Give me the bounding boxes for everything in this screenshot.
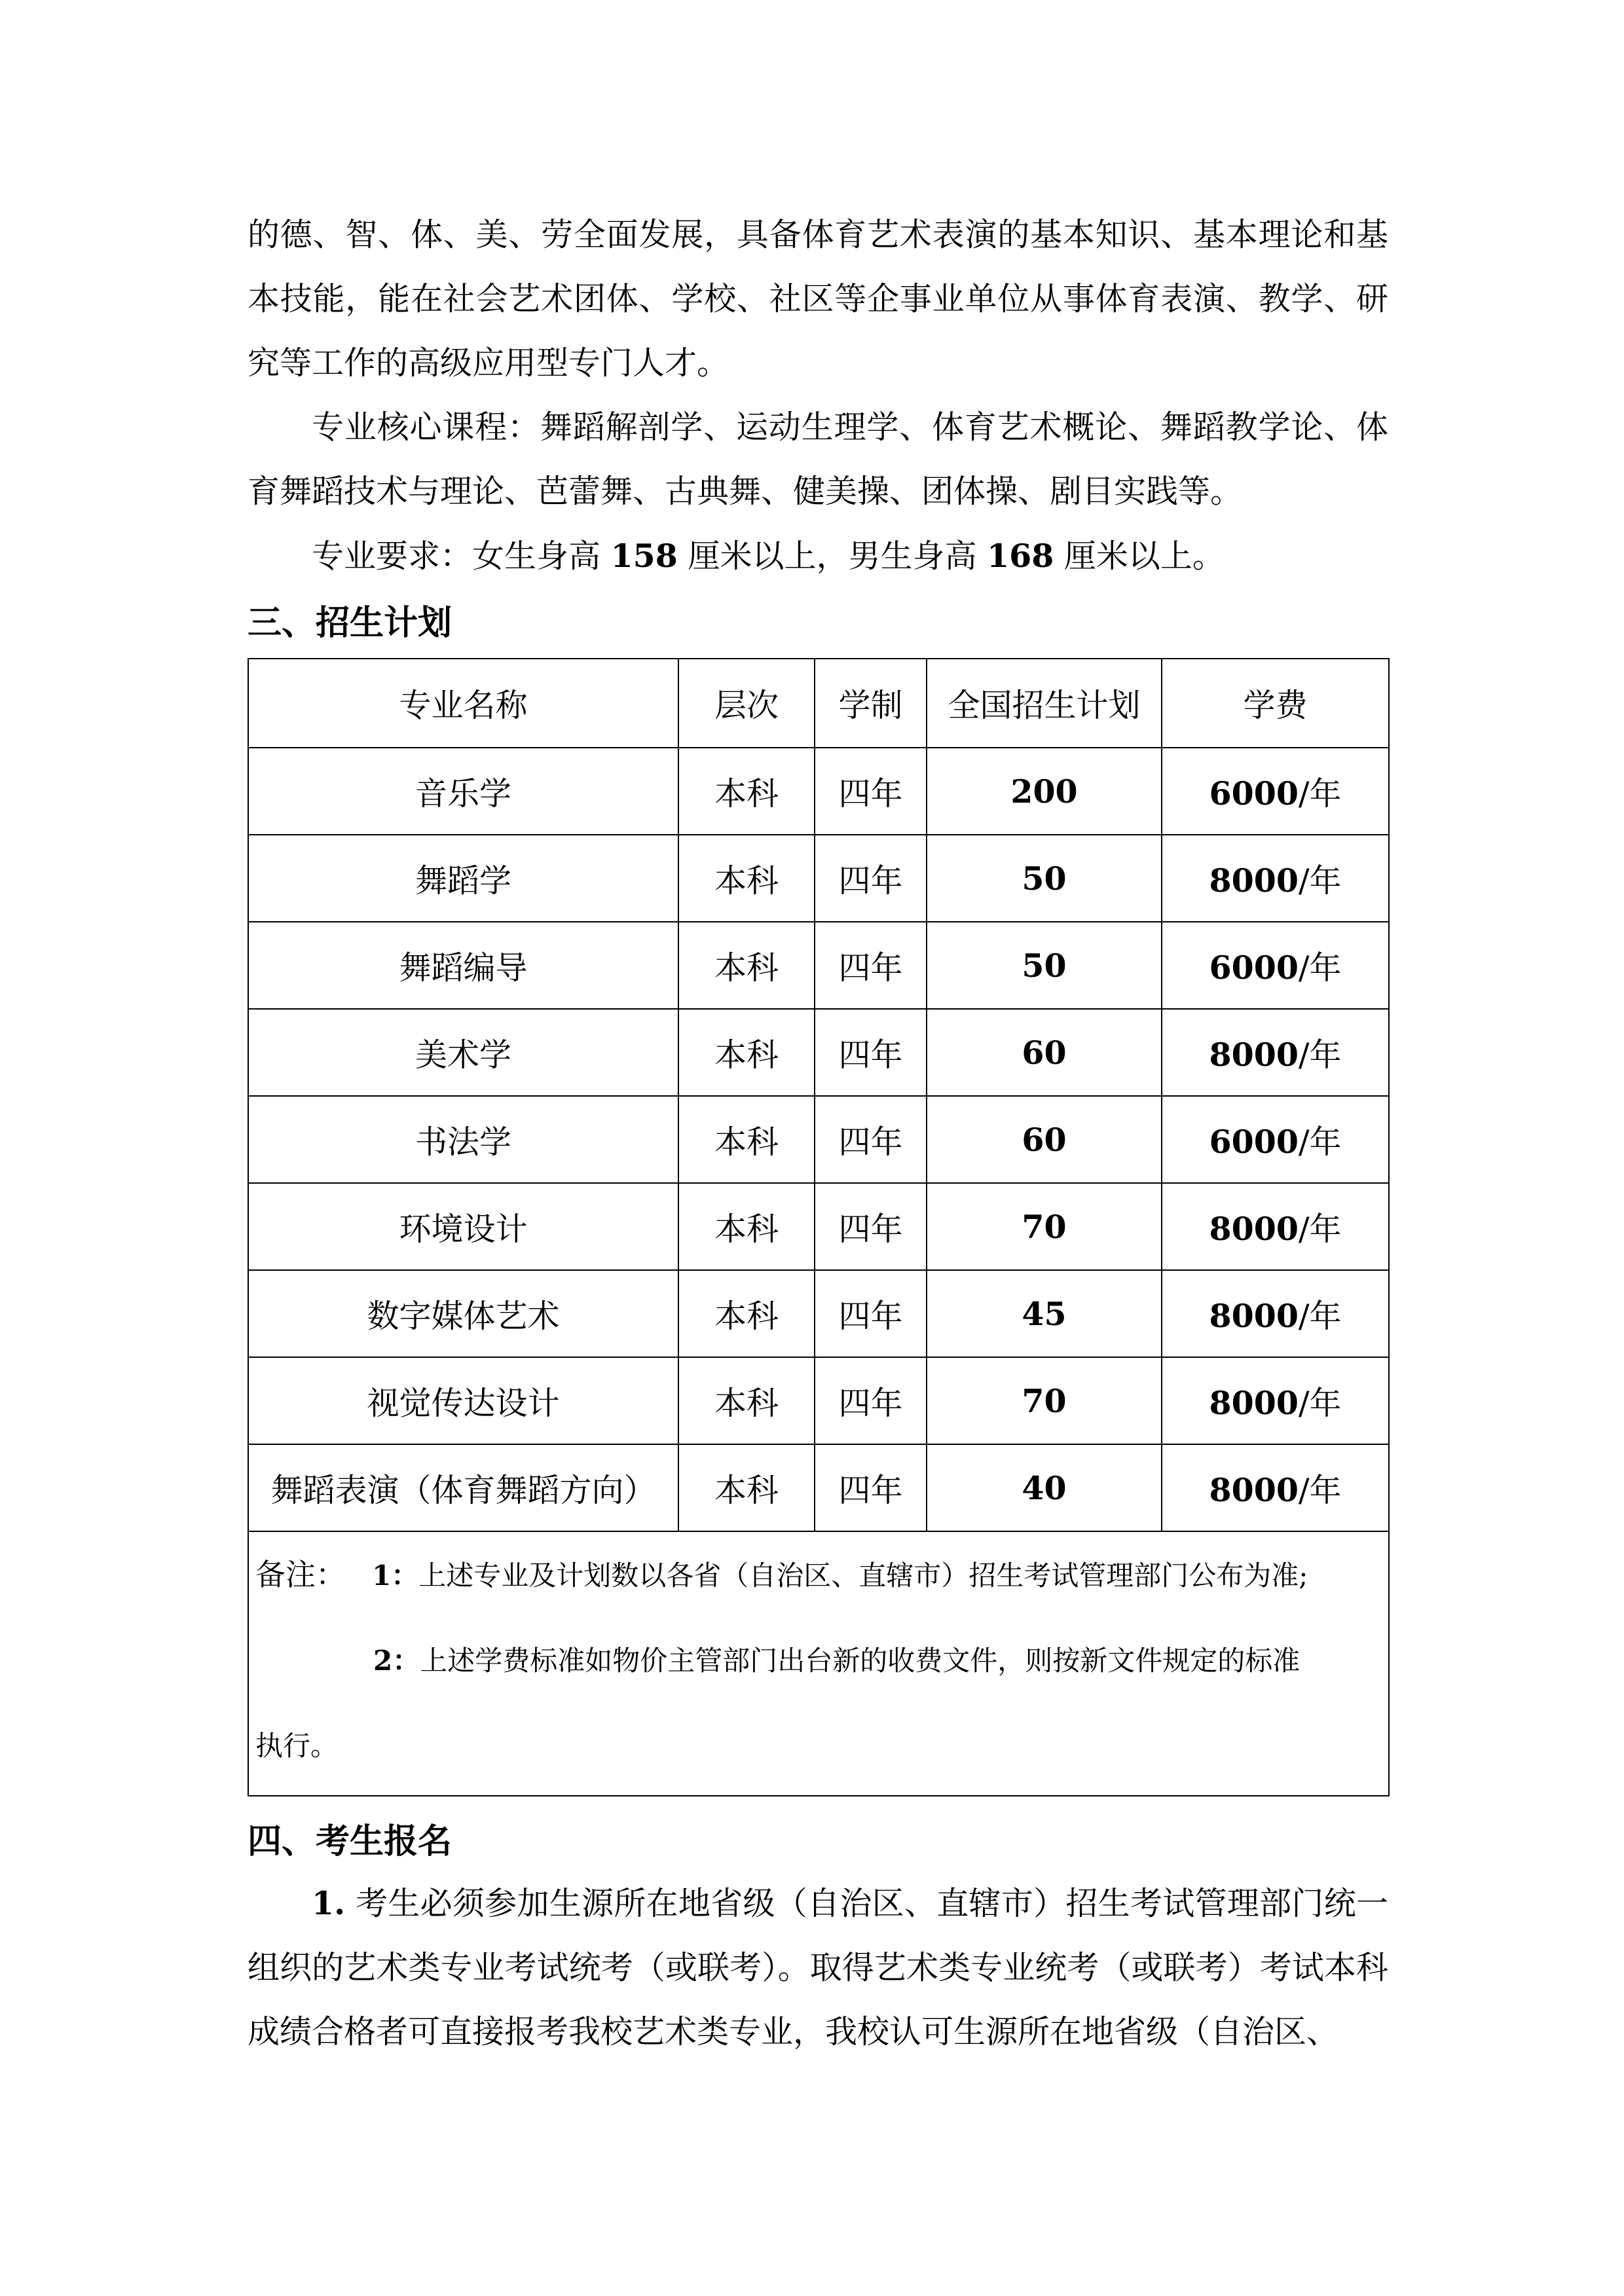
cell-level: 本科 [678, 748, 815, 835]
cell-level: 本科 [678, 835, 815, 922]
registration-paragraph [248, 1871, 1388, 2064]
enrollment-plan-table [248, 658, 1390, 1796]
note2-index: 2： [373, 1645, 420, 1677]
section3-heading: 三、招生计划 [248, 604, 452, 643]
header-fee: 学费 [1162, 659, 1389, 748]
header-major: 专业名称 [248, 659, 678, 748]
cell-plan: 60 [927, 1009, 1162, 1096]
cell-level: 本科 [678, 1357, 815, 1444]
fee-amount: 8000 [1209, 1035, 1299, 1074]
cell-fee [1162, 1270, 1389, 1357]
cell-major: 美术学 [248, 1009, 678, 1096]
cell-fee [1162, 1357, 1389, 1444]
fee-unit: /年 [1298, 1471, 1342, 1509]
core-courses-paragraph: 专业核心课程：舞蹈解剖学、运动生理学、体育艺术概论、舞蹈教学论、体育舞蹈技术与理论、芭蕾舞、古典舞、健美操、团体操、剧目实践等。 [248, 409, 1388, 510]
cell-plan: 70 [927, 1357, 1162, 1444]
table-note-row [248, 1531, 1389, 1796]
req-prefix: 专业要求：女生身高 [312, 538, 611, 575]
header-plan: 全国招生计划 [927, 659, 1162, 748]
cell-major: 环境设计 [248, 1183, 678, 1270]
cell-years: 四年 [815, 1009, 927, 1096]
section4-heading: 四、考生报名 [248, 1822, 452, 1861]
fee-unit: /年 [1298, 774, 1342, 812]
cell-plan: 70 [927, 1183, 1162, 1270]
cell-major: 音乐学 [248, 748, 678, 835]
cell-plan: 60 [927, 1096, 1162, 1183]
fee-amount: 6000 [1209, 1122, 1299, 1161]
table-row [248, 1183, 1389, 1270]
table-header-row [248, 659, 1389, 748]
fee-amount: 8000 [1209, 1470, 1299, 1509]
fee-unit: /年 [1298, 1210, 1342, 1248]
table-row [248, 922, 1389, 1009]
table-row [248, 1444, 1389, 1531]
table-row [248, 748, 1389, 835]
fee-unit: /年 [1298, 862, 1342, 900]
fee-unit: /年 [1298, 1123, 1342, 1161]
page-content [248, 203, 1388, 2064]
cell-years: 四年 [815, 748, 927, 835]
cell-fee [1162, 922, 1389, 1009]
cell-level: 本科 [678, 1183, 815, 1270]
cell-level: 本科 [678, 1009, 815, 1096]
cell-plan: 50 [927, 922, 1162, 1009]
table-note-cell [248, 1531, 1389, 1796]
note2-text: 上述学费标准如物价主管部门出台新的收费文件，则按新文件规定的标准 [420, 1645, 1301, 1677]
p1-text: 考生必须参加生源所在地省级（自治区、直辖市）招生考试管理部门统一组织的艺术类专业考试统考（或联考）。取得艺术类专业统考（或联考）考试本科成绩合格者可直接报考我校艺术类专业，我校认可生源所在地省级（自治区、 [248, 1885, 1388, 2050]
cell-level: 本科 [678, 1444, 815, 1531]
cell-fee [1162, 1096, 1389, 1183]
note-line-3: 执行。 [255, 1730, 339, 1762]
cell-major: 书法学 [248, 1096, 678, 1183]
intro-paragraph: 的德、智、体、美、劳全面发展，具备体育艺术表演的基本知识、基本理论和基本技能，能在社会艺术团体、学校、社区等企事业单位从事体育表演、教学、研究等工作的高级应用型专门人才。 [248, 216, 1388, 382]
cell-years: 四年 [815, 1444, 927, 1531]
cell-fee [1162, 1444, 1389, 1531]
note1-index: 1： [372, 1559, 419, 1592]
cell-major: 舞蹈表演（体育舞蹈方向） [248, 1444, 678, 1531]
req-mid: 厘米以上，男生身高 [677, 538, 987, 575]
requirements-paragraph [248, 524, 1388, 589]
cell-fee [1162, 1009, 1389, 1096]
cell-plan: 45 [927, 1270, 1162, 1357]
fee-amount: 8000 [1209, 1296, 1299, 1335]
table-row [248, 835, 1389, 922]
cell-years: 四年 [815, 1096, 927, 1183]
table-row [248, 1270, 1389, 1357]
cell-plan: 200 [927, 748, 1162, 835]
table-row [248, 1009, 1389, 1096]
cell-years: 四年 [815, 922, 927, 1009]
table-row [248, 1096, 1389, 1183]
cell-major: 舞蹈编导 [248, 922, 678, 1009]
note1-text: 上述专业及计划数以各省（自治区、直辖市）招生考试管理部门公布为准; [418, 1559, 1308, 1592]
note-line-2 [255, 1618, 1382, 1704]
cell-years: 四年 [815, 835, 927, 922]
cell-fee [1162, 1183, 1389, 1270]
fee-amount: 8000 [1209, 1209, 1299, 1248]
cell-fee [1162, 748, 1389, 835]
cell-level: 本科 [678, 922, 815, 1009]
cell-years: 四年 [815, 1183, 927, 1270]
header-level: 层次 [678, 659, 815, 748]
fee-amount: 6000 [1209, 948, 1299, 987]
fee-amount: 6000 [1209, 774, 1299, 812]
cell-plan: 50 [927, 835, 1162, 922]
fee-unit: /年 [1298, 1297, 1342, 1335]
cell-major: 舞蹈学 [248, 835, 678, 922]
header-years: 学制 [815, 659, 927, 748]
req-male-height: 168 [987, 537, 1054, 575]
cell-years: 四年 [815, 1357, 927, 1444]
p1-index: 1. [312, 1884, 346, 1922]
note-label: 备注： [255, 1557, 346, 1592]
cell-years: 四年 [815, 1270, 927, 1357]
fee-unit: /年 [1298, 949, 1342, 987]
note-line-1 [255, 1532, 1382, 1618]
cell-level: 本科 [678, 1096, 815, 1183]
fee-amount: 8000 [1209, 1383, 1299, 1422]
fee-amount: 8000 [1209, 861, 1299, 900]
cell-plan: 40 [927, 1444, 1162, 1531]
table-row [248, 1357, 1389, 1444]
cell-level: 本科 [678, 1270, 815, 1357]
cell-major: 数字媒体艺术 [248, 1270, 678, 1357]
req-suffix: 厘米以上。 [1054, 538, 1225, 575]
cell-major: 视觉传达设计 [248, 1357, 678, 1444]
fee-unit: /年 [1298, 1036, 1342, 1074]
req-female-height: 158 [610, 537, 678, 575]
cell-fee [1162, 835, 1389, 922]
fee-unit: /年 [1298, 1384, 1342, 1422]
